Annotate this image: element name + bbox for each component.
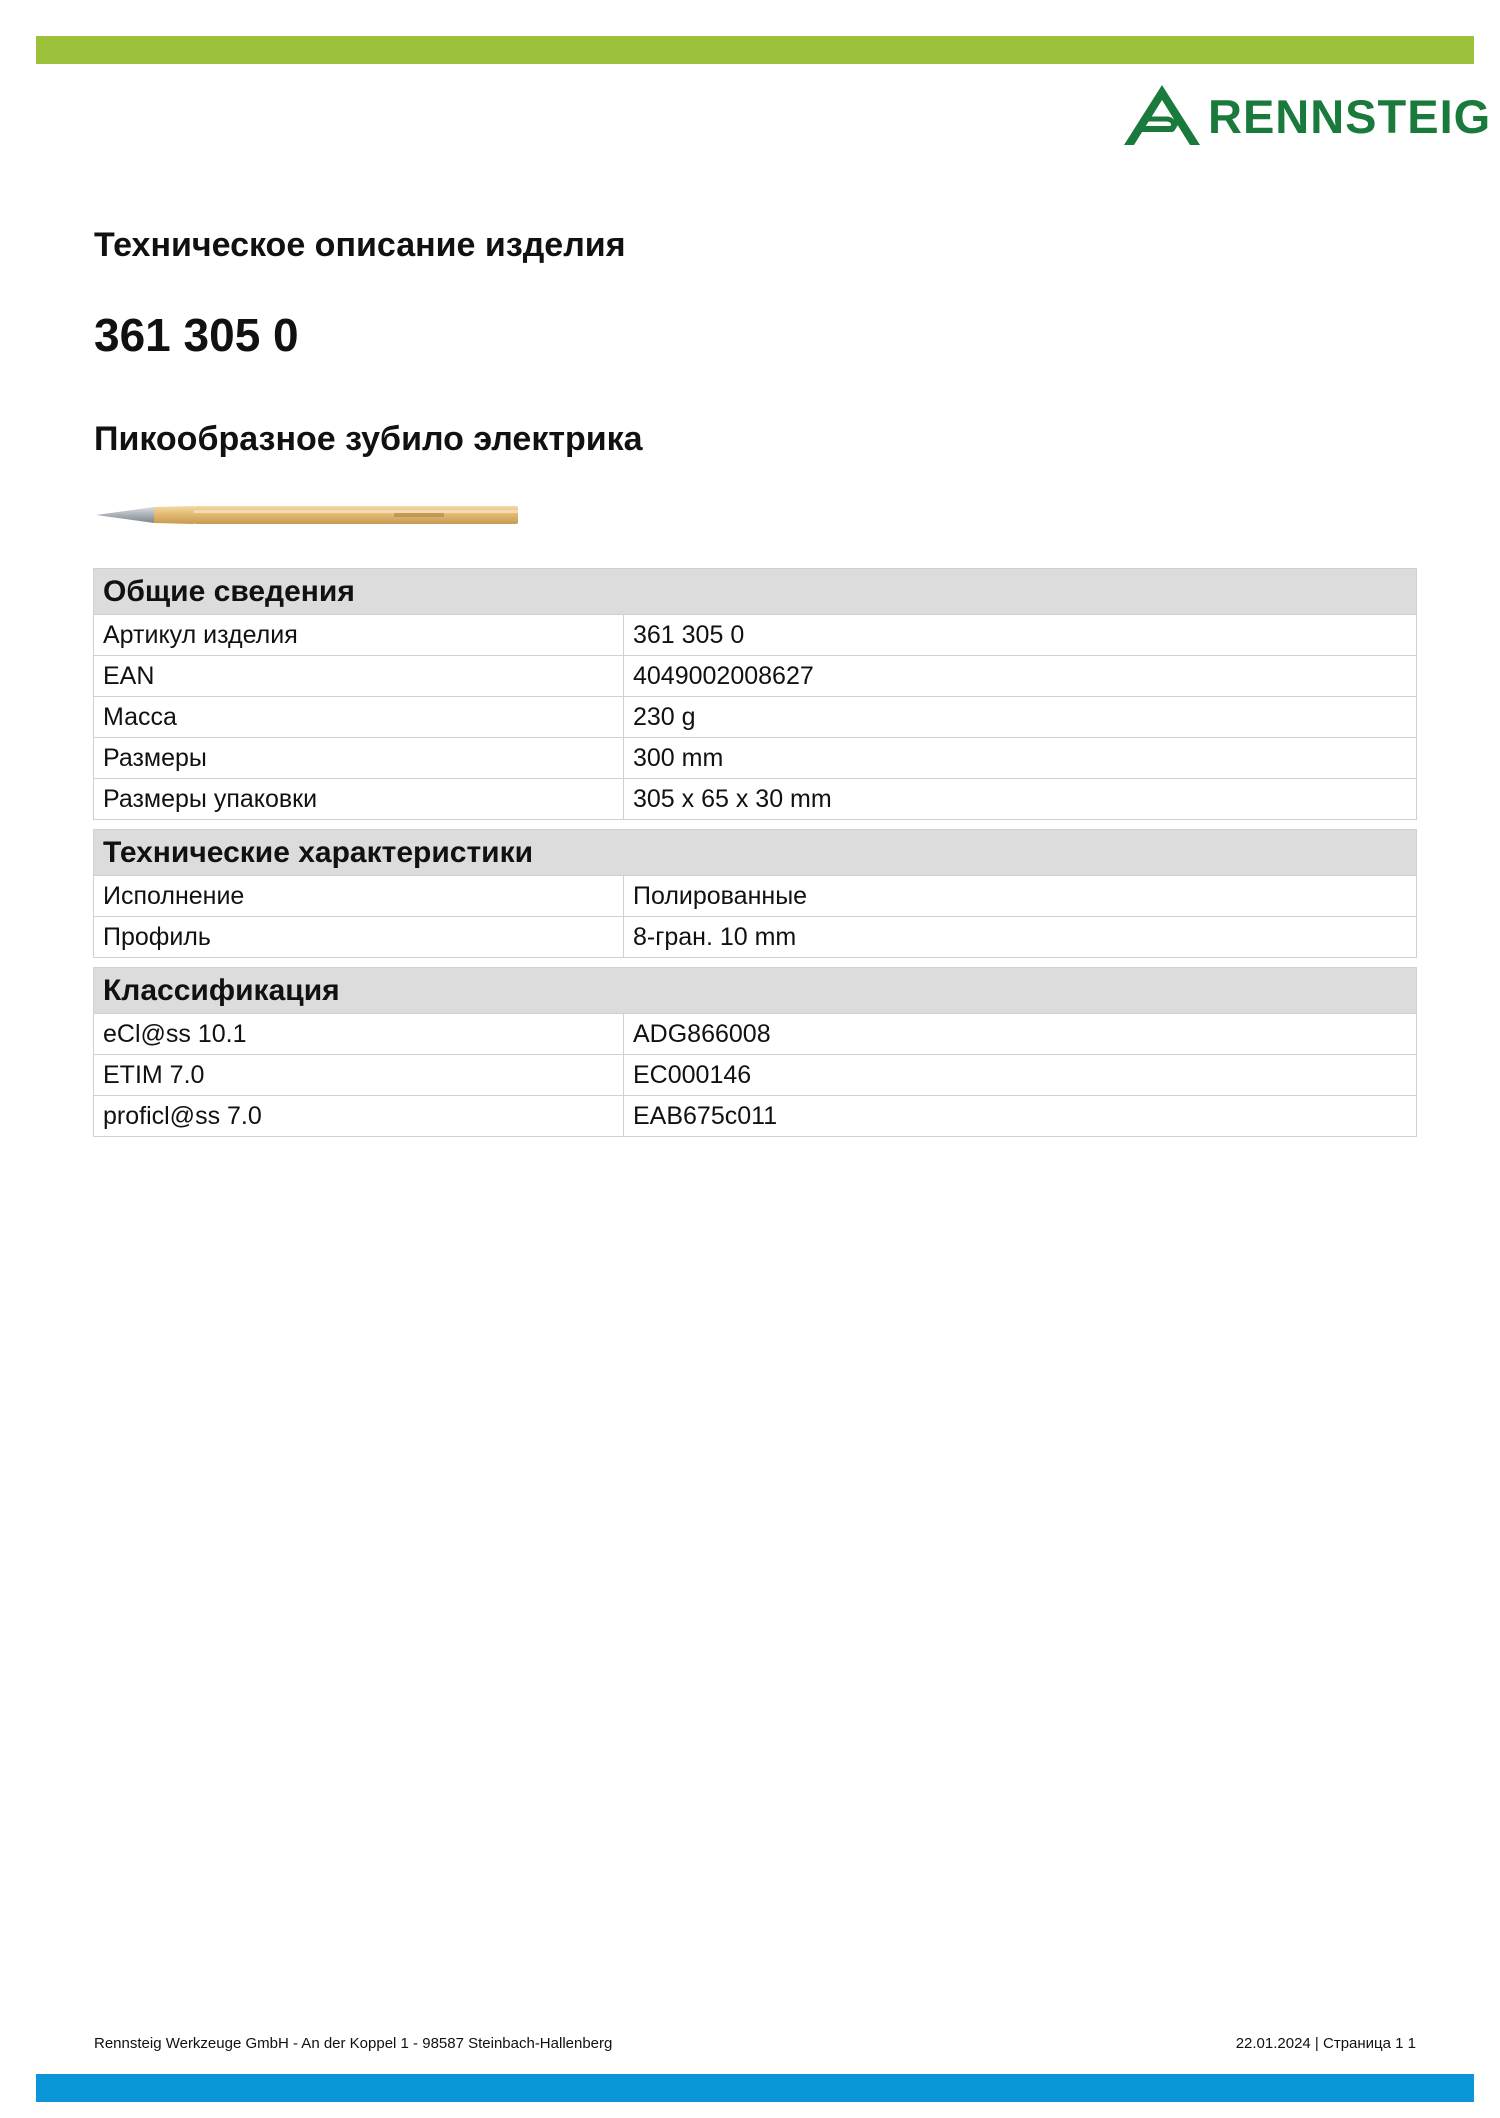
section-classification	[93, 967, 1417, 1137]
product-image	[94, 498, 524, 532]
section-title: Классификация	[94, 968, 1416, 1013]
section-title: Технические характеристики	[94, 830, 1416, 875]
table-row	[94, 916, 1416, 957]
row-value: Полированные	[633, 882, 808, 910]
specification-tables	[93, 568, 1417, 1146]
row-value: 305 x 65 x 30 mm	[633, 785, 832, 813]
table-row	[94, 1054, 1416, 1095]
brand-logo	[1122, 83, 1492, 147]
product-name: Пикообразное зубило электрика	[94, 420, 643, 458]
footer-page-info: 22.01.2024 | Страница 1 1	[1235, 2035, 1416, 2052]
chisel-icon	[94, 498, 524, 532]
row-label: EAN	[94, 656, 624, 696]
table-row	[94, 614, 1416, 655]
row-label: Профиль	[94, 917, 624, 957]
bottom-color-bar	[36, 2074, 1474, 2102]
table-row	[94, 655, 1416, 696]
row-label: Исполнение	[94, 876, 624, 916]
row-label: proficl@ss 7.0	[94, 1096, 624, 1136]
row-value: 4049002008627	[633, 662, 814, 690]
row-value: EAB675c011	[633, 1102, 778, 1130]
row-value: 8-гран. 10 mm	[633, 923, 797, 951]
footer-company: Rennsteig Werkzeuge GmbH - An der Koppel 1 - 98587 Steinbach-Hallenberg	[94, 2035, 613, 2052]
document-title: Техническое описание изделия	[94, 226, 626, 264]
table-row	[94, 778, 1416, 819]
row-value: ADG866008	[633, 1020, 771, 1048]
row-label: Размеры упаковки	[94, 779, 624, 819]
top-color-bar	[36, 36, 1474, 64]
row-label: Масса	[94, 697, 624, 737]
article-number: 361 305 0	[94, 309, 299, 361]
table-row	[94, 696, 1416, 737]
section-title: Общие сведения	[94, 569, 1416, 614]
table-row	[94, 875, 1416, 916]
section-technical	[93, 829, 1417, 958]
row-value: EC000146	[633, 1061, 752, 1089]
table-row	[94, 1095, 1416, 1136]
brand-name: RENNSTEIG	[1208, 90, 1492, 143]
row-label: ETIM 7.0	[94, 1055, 624, 1095]
row-value: 300 mm	[633, 744, 724, 772]
row-value: 230 g	[633, 703, 696, 731]
row-label: Артикул изделия	[94, 615, 624, 655]
row-label: eCl@ss 10.1	[94, 1014, 624, 1054]
row-value: 361 305 0	[633, 621, 745, 649]
table-row	[94, 1013, 1416, 1054]
row-label: Размеры	[94, 738, 624, 778]
rennsteig-logo-icon	[1122, 83, 1202, 147]
table-row	[94, 737, 1416, 778]
section-general	[93, 568, 1417, 820]
